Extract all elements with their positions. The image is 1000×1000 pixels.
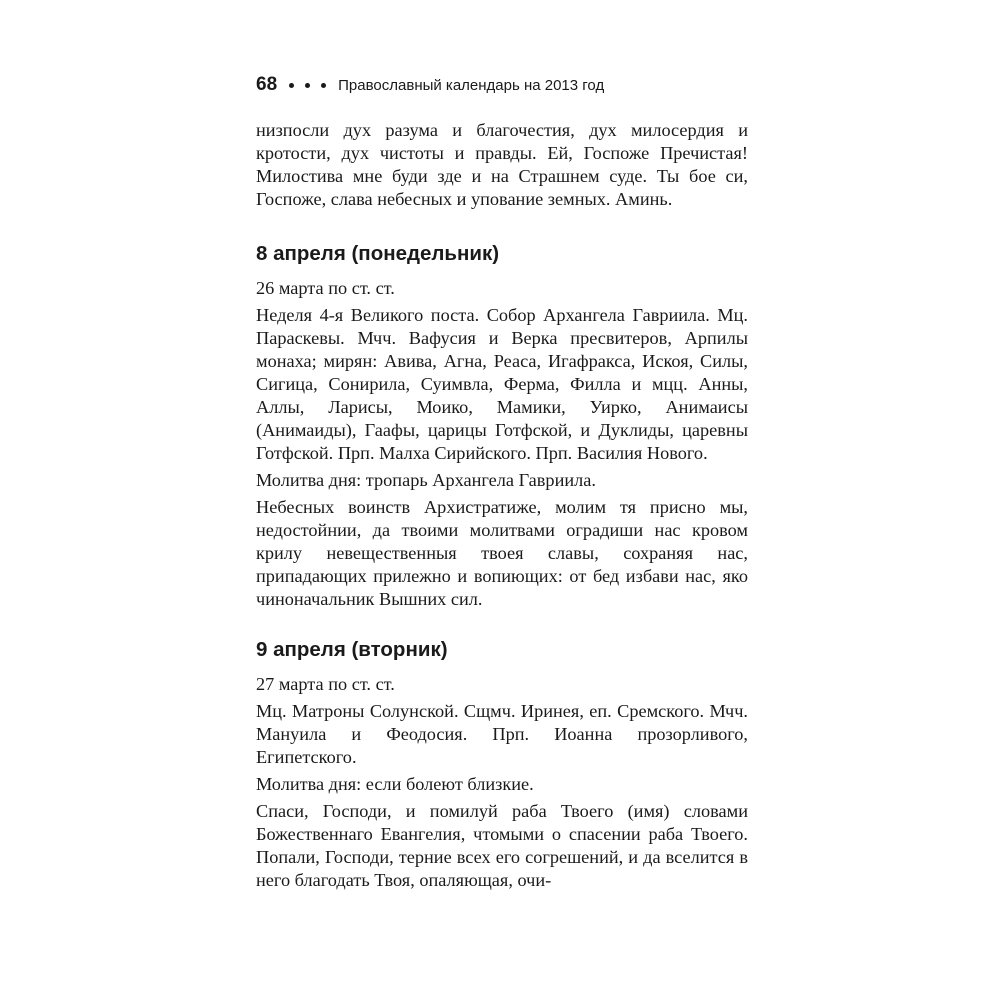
commemorations-paragraph: Неделя 4-я Великого поста. Собор Архангела Гавриила. Мц. Параскевы. Мчч. Вафусия и Верка пресвитеров, Арпилы монаха; мирян: Авива, Агна, Реаса, Игафракса, Искоя, Силы, Сигица, Сонирила, Суимвла, Ферма, Филла и мцц. Анны, Аллы, Ларисы, Моико, Мамики, Уирко, Анимаисы (Анимаиды), Гаафы, царицы Готфской, и Дуклиды, царевны Готфской. Прп. Малха Сирийского. Прп. Василия Нового. [256, 305, 748, 463]
book-page [256, 70, 748, 892]
old-style-date: 26 марта по ст. ст. [256, 278, 395, 298]
day-heading-april-9: 9 апреля (вторник) [256, 638, 448, 661]
old-style-date: 27 марта по ст. ст. [256, 674, 395, 694]
intro-prayer-continuation: низпосли дух разума и благочестия, дух милосердия и кротости, дух чистоты и правды. Ей, Госпоже Пречистая! Милостива мне буди зде и на Страшнем суде. Ты бое си, Госпоже, слава небесных и упование земных. Аминь. [256, 120, 748, 209]
page-number: 68 [256, 74, 278, 95]
prayer-title: Молитва дня: если болеют близкие. [256, 774, 534, 794]
day-heading-april-8: 8 апреля (понедельник) [256, 242, 500, 265]
commemorations-paragraph: Мц. Матроны Солунской. Сщмч. Иринея, еп. Сремского. Мчч. Мануила и Феодосия. Прп. Иоанна прозорливого, Египетского. [256, 701, 748, 767]
running-header [256, 70, 748, 100]
bullet-dot-icon [321, 83, 326, 88]
bullet-dot-icon [305, 83, 310, 88]
prayer-title: Молитва дня: тропарь Архангела Гавриила. [256, 470, 596, 490]
header-dots-ornament [289, 83, 326, 88]
book-title: Православный календарь на 2013 год [338, 76, 605, 94]
bullet-dot-icon [289, 83, 294, 88]
prayer-text: Небесных воинств Архистратиже, молим тя присно мы, недостойнии, да твоими молитвами оградиши нас кровом крилу невещественныя твоея славы, сохраняя нас, припадающих прилежно и вопиющих: от бед избави нас, яко чиноначальник Вышних сил. [256, 497, 748, 609]
prayer-text: Спаси, Господи, и помилуй раба Твоего (имя) словами Божественнаго Евангелия, чтомыми о спасении раба Твоего. Попали, Господи, терние всех его согрешений, и да вселится в него благодать Твоя, опаляющая, очи- [256, 801, 748, 890]
